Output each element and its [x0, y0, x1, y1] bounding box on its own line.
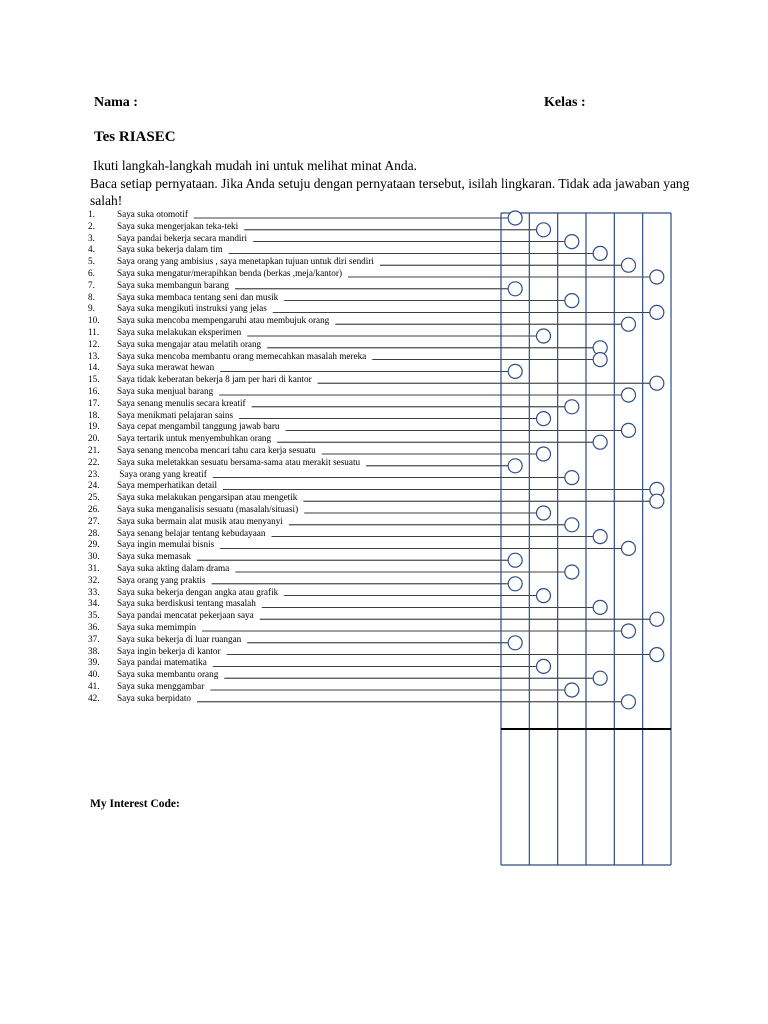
statement-number: 28. [88, 527, 100, 538]
answer-circle[interactable] [622, 423, 636, 437]
statement-text: Saya suka bekerja di luar ruangan [117, 633, 242, 644]
answer-circle[interactable] [622, 624, 636, 638]
answer-circle[interactable] [650, 305, 664, 319]
answer-circle[interactable] [650, 376, 664, 390]
statement-number: 7. [88, 279, 95, 290]
statement-text: Saya suka bekerja dalam tim [117, 244, 223, 255]
statement-text: Saya suka meletakkan sesuatu bersama-sama atau merakit sesuatu [117, 456, 361, 467]
statement-text: Saya pandai mencatat pekerjaan saya [117, 610, 254, 621]
answer-circle[interactable] [565, 235, 579, 249]
statement-text: Saya suka menjual barang [117, 386, 214, 396]
statement-number: 36. [88, 622, 100, 632]
statement-number: 41. [88, 681, 100, 691]
answer-circle[interactable] [622, 541, 636, 555]
answer-circle[interactable] [593, 671, 607, 685]
page-title: Tes RIASEC [94, 129, 176, 145]
statement-number: 32. [88, 574, 100, 585]
statement-number: 39. [88, 657, 100, 668]
statement-text: Saya senang menulis secara kreatif [117, 397, 246, 408]
statement-text: Saya suka memimpin [117, 622, 197, 632]
answer-circle[interactable] [537, 223, 551, 237]
class-label: Kelas : [544, 95, 586, 110]
statement-text: Saya suka mengatur/merapihkan benda (berkas ,meja/kantor) [117, 268, 343, 278]
statement-text: Saya suka akting dalam drama [117, 563, 230, 573]
answer-circle[interactable] [508, 364, 522, 378]
statement-text: Saya suka melakukan pengarsipan atau mengetik [117, 492, 298, 503]
statement-number: 37. [88, 633, 100, 644]
statement-text: Saya senang mencoba mencari tahu cara kerja sesuatu [117, 445, 316, 455]
statement-number: 14. [88, 362, 100, 373]
statement-number: 25. [88, 492, 100, 503]
statement-number: 42. [88, 692, 100, 703]
statement-number: 29. [88, 539, 100, 550]
answer-circle[interactable] [593, 435, 607, 449]
answer-circle[interactable] [622, 695, 636, 709]
statement-text: Saya suka berpidato [117, 692, 191, 703]
statement-number: 9. [88, 303, 95, 314]
statement-text: Saya orang yang kreatif [117, 468, 207, 479]
statement-number: 27. [88, 515, 100, 526]
answer-circle[interactable] [565, 471, 579, 485]
statement-text: Saya suka membaca tentang seni dan musik [117, 291, 279, 302]
statement-text: Saya pandai matematika [117, 657, 207, 668]
statement-text: Saya menikmati pelajaran sains [117, 409, 234, 420]
answer-circle[interactable] [508, 282, 522, 296]
answer-circle[interactable] [565, 683, 579, 697]
answer-circle[interactable] [593, 246, 607, 260]
answer-circle[interactable] [537, 589, 551, 603]
statement-number: 4. [88, 244, 95, 255]
answer-circle[interactable] [508, 211, 522, 225]
statement-number: 33. [88, 586, 100, 597]
statement-number: 19. [88, 421, 100, 432]
answer-circle[interactable] [537, 412, 551, 426]
statement-text: Saya suka mengajar atau melatih orang [117, 338, 262, 349]
answer-circle[interactable] [565, 294, 579, 308]
statement-text: Saya suka berdiskusi tentang masalah [117, 598, 256, 609]
statement-number: 30. [88, 551, 100, 562]
statement-number: 17. [88, 397, 100, 408]
answer-circle[interactable] [650, 612, 664, 626]
answer-circle[interactable] [593, 530, 607, 544]
statement-number: 11. [88, 327, 100, 337]
statement-text: Saya pandai bekerja secara mandiri [117, 232, 248, 243]
statement-number: 8. [88, 291, 95, 302]
statement-number: 24. [88, 480, 100, 491]
statement-text: Saya suka membangun barang [117, 279, 230, 290]
statement-text: Saya suka mengerjakan teka-teki [117, 220, 239, 231]
statement-text: Saya suka merawat hewan [117, 362, 215, 373]
statement-text: Saya orang yang praktis [117, 574, 206, 585]
statement-text: Saya suka membantu orang [117, 669, 219, 680]
statement-number: 20. [88, 433, 100, 444]
statement-text: Saya senang belajar tentang kebudayaan [117, 527, 266, 538]
statement-text: Saya suka mencoba mempengaruhi atau membujuk orang [117, 315, 330, 326]
statement-text: Saya suka memasak [117, 551, 191, 562]
statement-number: 35. [88, 610, 100, 621]
statement-number: 23. [88, 468, 100, 479]
statement-text: Saya cepat mengambil tanggung jawab baru [117, 421, 280, 432]
interest-code-label: My Interest Code: [90, 798, 180, 810]
answer-circle[interactable] [537, 506, 551, 520]
answer-circle[interactable] [508, 553, 522, 567]
answer-circle[interactable] [622, 388, 636, 402]
answer-circle[interactable] [622, 317, 636, 331]
answer-circle[interactable] [508, 577, 522, 591]
answer-circle[interactable] [537, 659, 551, 673]
statement-text: Saya orang yang ambisius , saya menetapkan tujuan untuk diri sendiri [117, 256, 374, 267]
answer-circle[interactable] [565, 400, 579, 414]
answer-circle[interactable] [650, 270, 664, 284]
statement-number: 22. [88, 456, 100, 467]
answer-circle[interactable] [537, 447, 551, 461]
statement-number: 26. [88, 504, 100, 514]
statement-number: 2. [88, 220, 95, 231]
statement-number: 1. [88, 209, 95, 219]
statement-text: Saya suka menggambar [117, 681, 205, 691]
statement-text: Saya suka bekerja dengan angka atau grafik [117, 586, 279, 597]
statement-number: 16. [88, 386, 100, 396]
statement-text: Saya suka mencoba membantu orang memecahkan masalah mereka [117, 350, 367, 361]
answer-circle[interactable] [508, 459, 522, 473]
answer-circle[interactable] [650, 494, 664, 508]
answer-circle[interactable] [593, 600, 607, 614]
statement-text: Saya suka bermain alat musik atau menyanyi [117, 515, 283, 526]
statement-number: 38. [88, 645, 100, 656]
statement-text: Saya tidak keberatan bekerja 8 jam per hari di kantor [117, 374, 312, 385]
statement-number: 13. [88, 350, 100, 361]
answer-circle[interactable] [565, 565, 579, 579]
statement-number: 15. [88, 374, 100, 385]
statement-number: 10. [88, 315, 100, 326]
answer-circle[interactable] [593, 353, 607, 367]
answer-circle[interactable] [650, 648, 664, 662]
statement-text: Saya memperhatikan detail [117, 480, 218, 491]
answer-circle[interactable] [537, 329, 551, 343]
statement-text: Saya ingin bekerja di kantor [117, 645, 221, 656]
statement-text: Saya suka otomotif [117, 209, 188, 219]
answer-circle[interactable] [508, 636, 522, 650]
statement-number: 5. [88, 256, 95, 267]
statement-number: 21. [88, 445, 100, 455]
statement-text: Saya suka melakukan eksperimen [117, 327, 242, 337]
statement-text: Saya tertarik untuk menyembuhkan orang [117, 433, 272, 444]
statement-text: Saya ingin memulai bisnis [117, 539, 215, 550]
intro-line-2: Baca setiap pernyataan. Jika Anda setuju dengan pernyataan tersebut, isilah lingkaran. Tidak ada jawaban yang salah! [90, 176, 690, 208]
intro-line-1: Ikuti langkah-langkah mudah ini untuk melihat minat Anda. [93, 158, 417, 173]
statement-text: Saya suka menganalisis sesuatu (masalah/situasi) [117, 504, 299, 514]
statement-text: Saya suka mengikuti instruksi yang jelas [117, 303, 267, 314]
statement-number: 3. [88, 232, 95, 243]
statement-number: 31. [88, 563, 100, 573]
statement-number: 34. [88, 598, 100, 609]
answer-circle[interactable] [565, 518, 579, 532]
answer-circle[interactable] [622, 258, 636, 272]
statement-number: 40. [88, 669, 100, 680]
statement-number: 6. [88, 268, 95, 278]
name-label: Nama : [94, 95, 138, 110]
statement-number: 18. [88, 409, 100, 420]
statement-number: 12. [88, 338, 100, 349]
